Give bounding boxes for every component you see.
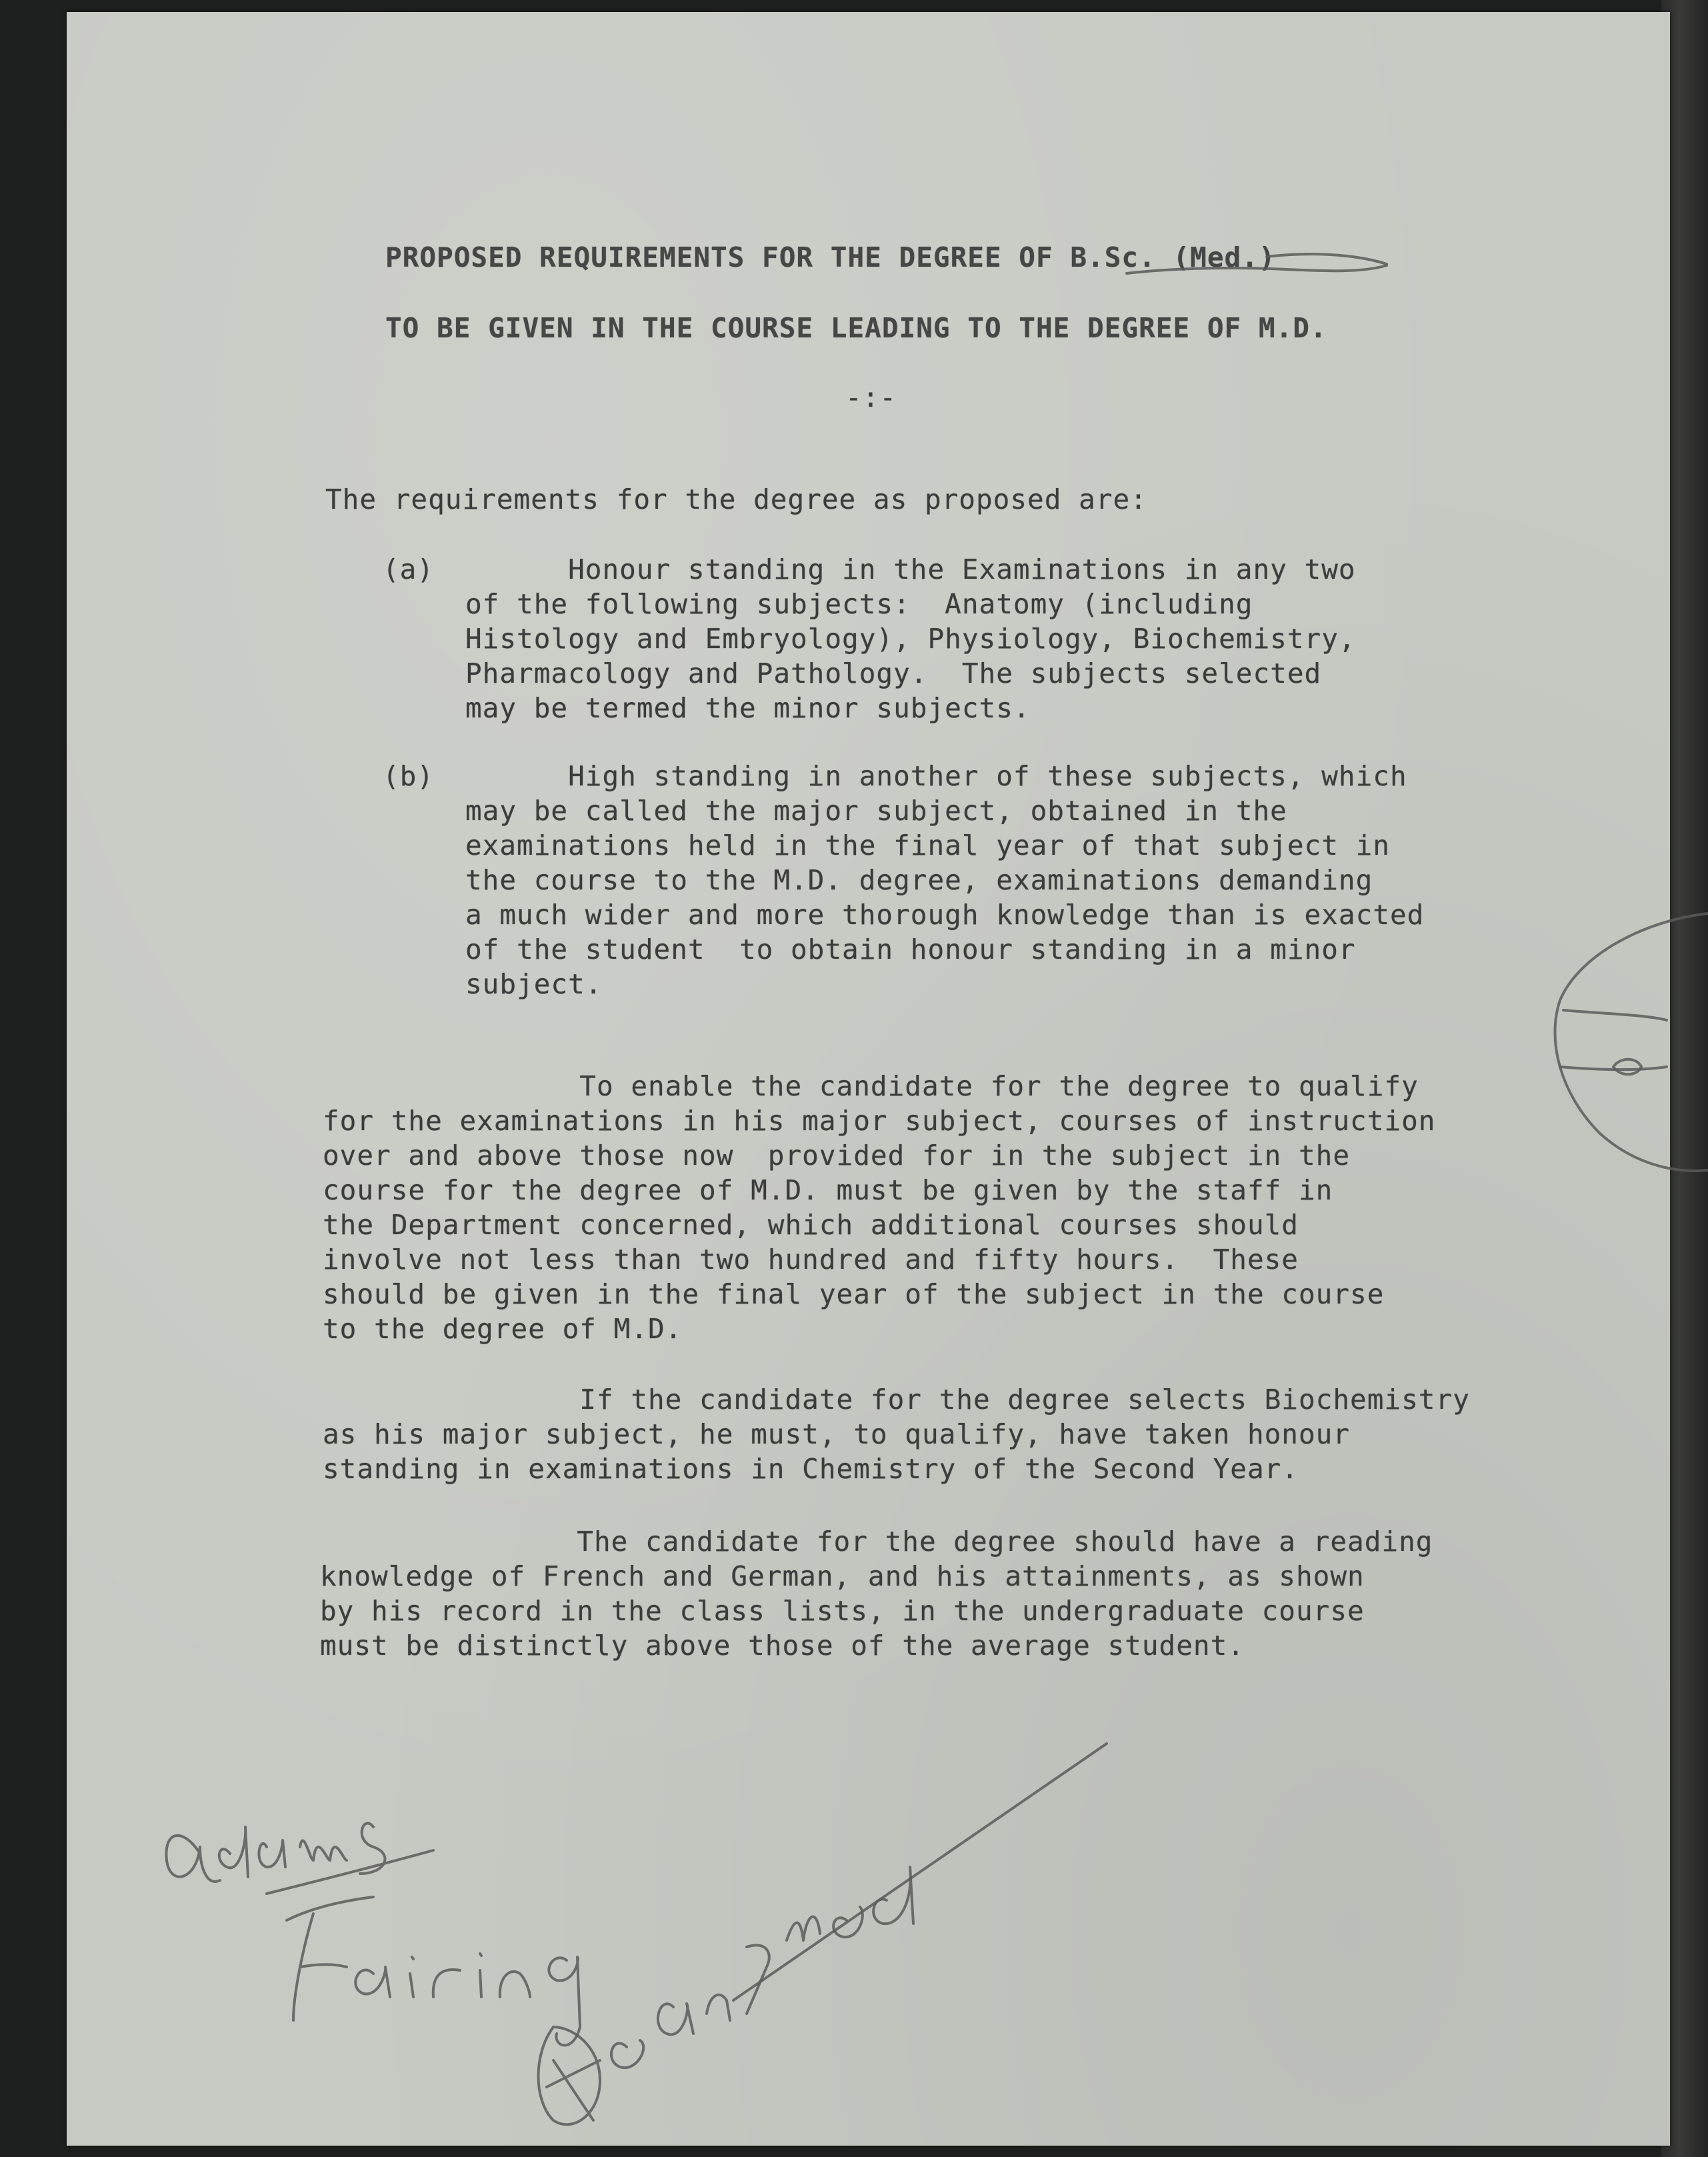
item-b-marker: (b) [383, 760, 435, 792]
item-a-marker: (a) [383, 553, 435, 585]
typewritten-sheet [67, 12, 1670, 2146]
document-subtitle: TO BE GIVEN IN THE COURSE LEADING TO THE DEGREE OF M.D. [385, 312, 1327, 344]
paragraph-language-requirement: The candidate for the degree should have a reading knowledge of French and German, and his attainments, as shown by his record in the class lists, in the undergraduate course must be distinctly above those of the average student. [320, 1526, 1433, 1662]
intro-sentence: The requirements for the degree as proposed are: [325, 483, 1147, 515]
item-a-text: Honour standing in the Examinations in any two of the following subjects: Anatomy (including Histology and Embryology), Physiology, Biochemistry, Pharmacology and Pathology. The subjects selected may be termed the minor subjects. [465, 553, 1356, 724]
paragraph-biochemistry: If the candidate for the degree selects Biochemistry as his major subject, he must, to qualify, have taken honour standing in examinations in Chemistry of the Second Year. [323, 1384, 1470, 1485]
document-title: PROPOSED REQUIREMENTS FOR THE DEGREE OF B.Sc. (Med.) [385, 241, 1276, 273]
title-separator: -:- [845, 381, 897, 413]
item-b-text: High standing in another of these subjects, which may be called the major subject, obtained in the examinations held in the final year of that subject in the course to the M.D. degree, examinations demanding a much wider and more thorough knowledge than is exacted of the student to obtain honour standing in a minor subject. [465, 760, 1425, 1000]
paragraph-major-subject-courses: To enable the candidate for the degree to qualify for the examinations in his major subject, courses of instruction over and above those now provided for in the subject in the course for the degree of M.D. must be given by the staff in the Department concerned, which additional courses should involve not less than two hundred and fifty hours. These should be given in the final year of the subject in the course to the degree of M.D. [323, 1070, 1436, 1345]
